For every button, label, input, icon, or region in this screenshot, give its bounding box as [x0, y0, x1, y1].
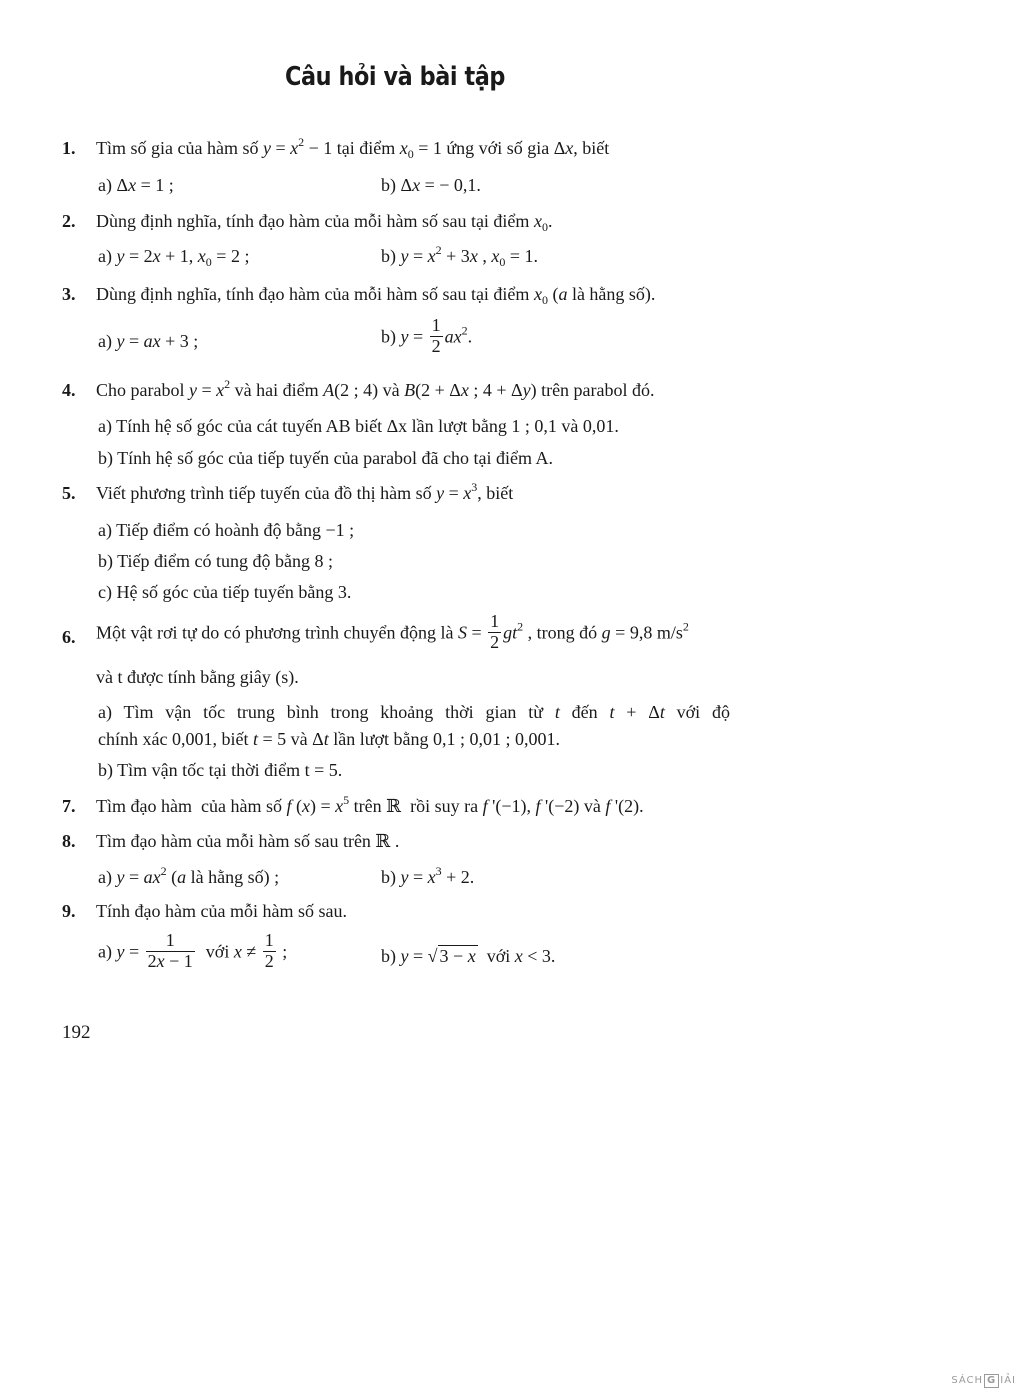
fraction-one-half: $\frac{1}{2}$	[264, 930, 274, 971]
exercise-number: 4.	[62, 380, 76, 400]
exercise-8-text: Tìm đạo hàm của mỗi hàm số sau trên ℝ .	[96, 831, 400, 851]
exercise-8a: a) $y = ax^2$ (a là hằng số) ;	[98, 864, 280, 887]
exercise-5-text: Viết phương trình tiếp tuyến của đồ thị hàm số $y = x^3$, biết	[96, 480, 514, 503]
fraction-one-half: $\frac{1}{2}$	[431, 315, 441, 356]
watermark-right: IẢI	[1000, 1375, 1016, 1386]
exercise-9-text: Tính đạo hàm của mỗi hàm số sau.	[96, 901, 347, 921]
exercise-7-text: Tìm đạo hàm của hàm số f $(x) = x^5$ trên ℝ rồi suy ra f '(−1), f '(−2) và f '(2).	[96, 793, 644, 816]
exercise-6-text-2: và t được tính bằng giây (s).	[96, 667, 299, 687]
page-title: Câu hỏi và bài tập	[285, 62, 505, 92]
exercise-3b: b) y = $\frac{1}{2}$ $ax^2$.	[381, 315, 473, 356]
fraction-one-half: $\frac{1}{2}$	[490, 611, 500, 652]
exercise-6a: a) Tìm vận tốc trung bình trong khoảng thời gian từ t đến t + Δt với độ	[98, 702, 730, 722]
exercise-number: 5.	[62, 483, 76, 503]
exercise-3a: a) y = ax + 3 ;	[98, 331, 199, 351]
exercise-number: 8.	[62, 831, 76, 851]
exercise-6b: b) Tìm vận tốc tại thời điểm t = 5.	[98, 760, 343, 780]
exercise-number: 1.	[62, 138, 76, 158]
exercise-1b: b) Δx = − 0,1.	[381, 175, 481, 195]
fraction-expression: $\frac{1}{2x - 1}$	[147, 930, 193, 971]
exercise-5c: c) Hệ số góc của tiếp tuyến bằng 3.	[98, 582, 352, 602]
exercise-3-text: Dùng định nghĩa, tính đạo hàm của mỗi hàm số sau tại điểm $x_0$ (a là hằng số).	[96, 284, 656, 307]
watermark-left: SÁCH	[951, 1375, 984, 1386]
page-number: 192	[62, 1022, 91, 1043]
exercise-2a: a) y = 2x + 1, $x_0 = 2$ ;	[98, 246, 250, 269]
exercise-5a: a) Tiếp điểm có hoành độ bằng −1 ;	[98, 520, 355, 540]
exercise-number: 2.	[62, 211, 76, 231]
exercise-9a: a) y = $\frac{1}{2x - 1}$ với x ≠ $\frac{1}{2}$ ;	[98, 930, 288, 971]
exercise-4b: b) Tính hệ số góc của tiếp tuyến của parabol đã cho tại điểm A.	[98, 448, 554, 468]
exercise-2-text: Dùng định nghĩa, tính đạo hàm của mỗi hàm số sau tại điểm $x_0$.	[96, 211, 553, 234]
exercise-8b: b) $y = x^3 + 2$.	[381, 864, 475, 887]
exercise-4-text: Cho parabol $y = x^2$ và hai điểm A(2 ; 4) và B(2 + Δx ; 4 + Δy) trên parabol đó.	[96, 377, 655, 400]
exercise-1-text: Tìm số gia của hàm số $y = x^2 - 1$ tại điểm $x_0 = 1$ ứng với số gia Δx, biết	[96, 135, 610, 161]
exercise-number: 6.	[62, 627, 76, 647]
exercise-1a: a) Δx = 1 ;	[98, 175, 174, 195]
exercise-number: 3.	[62, 284, 76, 304]
exercise-5b: b) Tiếp điểm có tung độ bằng 8 ;	[98, 551, 333, 571]
exercise-number: 7.	[62, 796, 76, 816]
exercise-2b: b) $y = x^2 + 3x$ , $x_0 = 1$.	[381, 243, 538, 269]
exercise-number: 9.	[62, 901, 76, 921]
exercise-6-text: Một vật rơi tự do có phương trình chuyển động là S = $\frac{1}{2}$ $gt^2$ , trong đó g = 9,8 $m/s^2$	[96, 611, 689, 652]
exercise-6a-2: chính xác 0,001, biết t = 5 và Δt lần lượt bằng 0,1 ; 0,01 ; 0,001.	[98, 729, 560, 749]
exercise-4a: a) Tính hệ số góc của cát tuyến AB biết Δx lần lượt bằng 1 ; 0,1 và 0,01.	[98, 416, 619, 436]
watermark-box: G	[984, 1374, 999, 1388]
watermark-logo	[951, 1374, 1016, 1388]
exercise-9b: b) y = √ 3 − x với x < 3.	[381, 946, 556, 966]
